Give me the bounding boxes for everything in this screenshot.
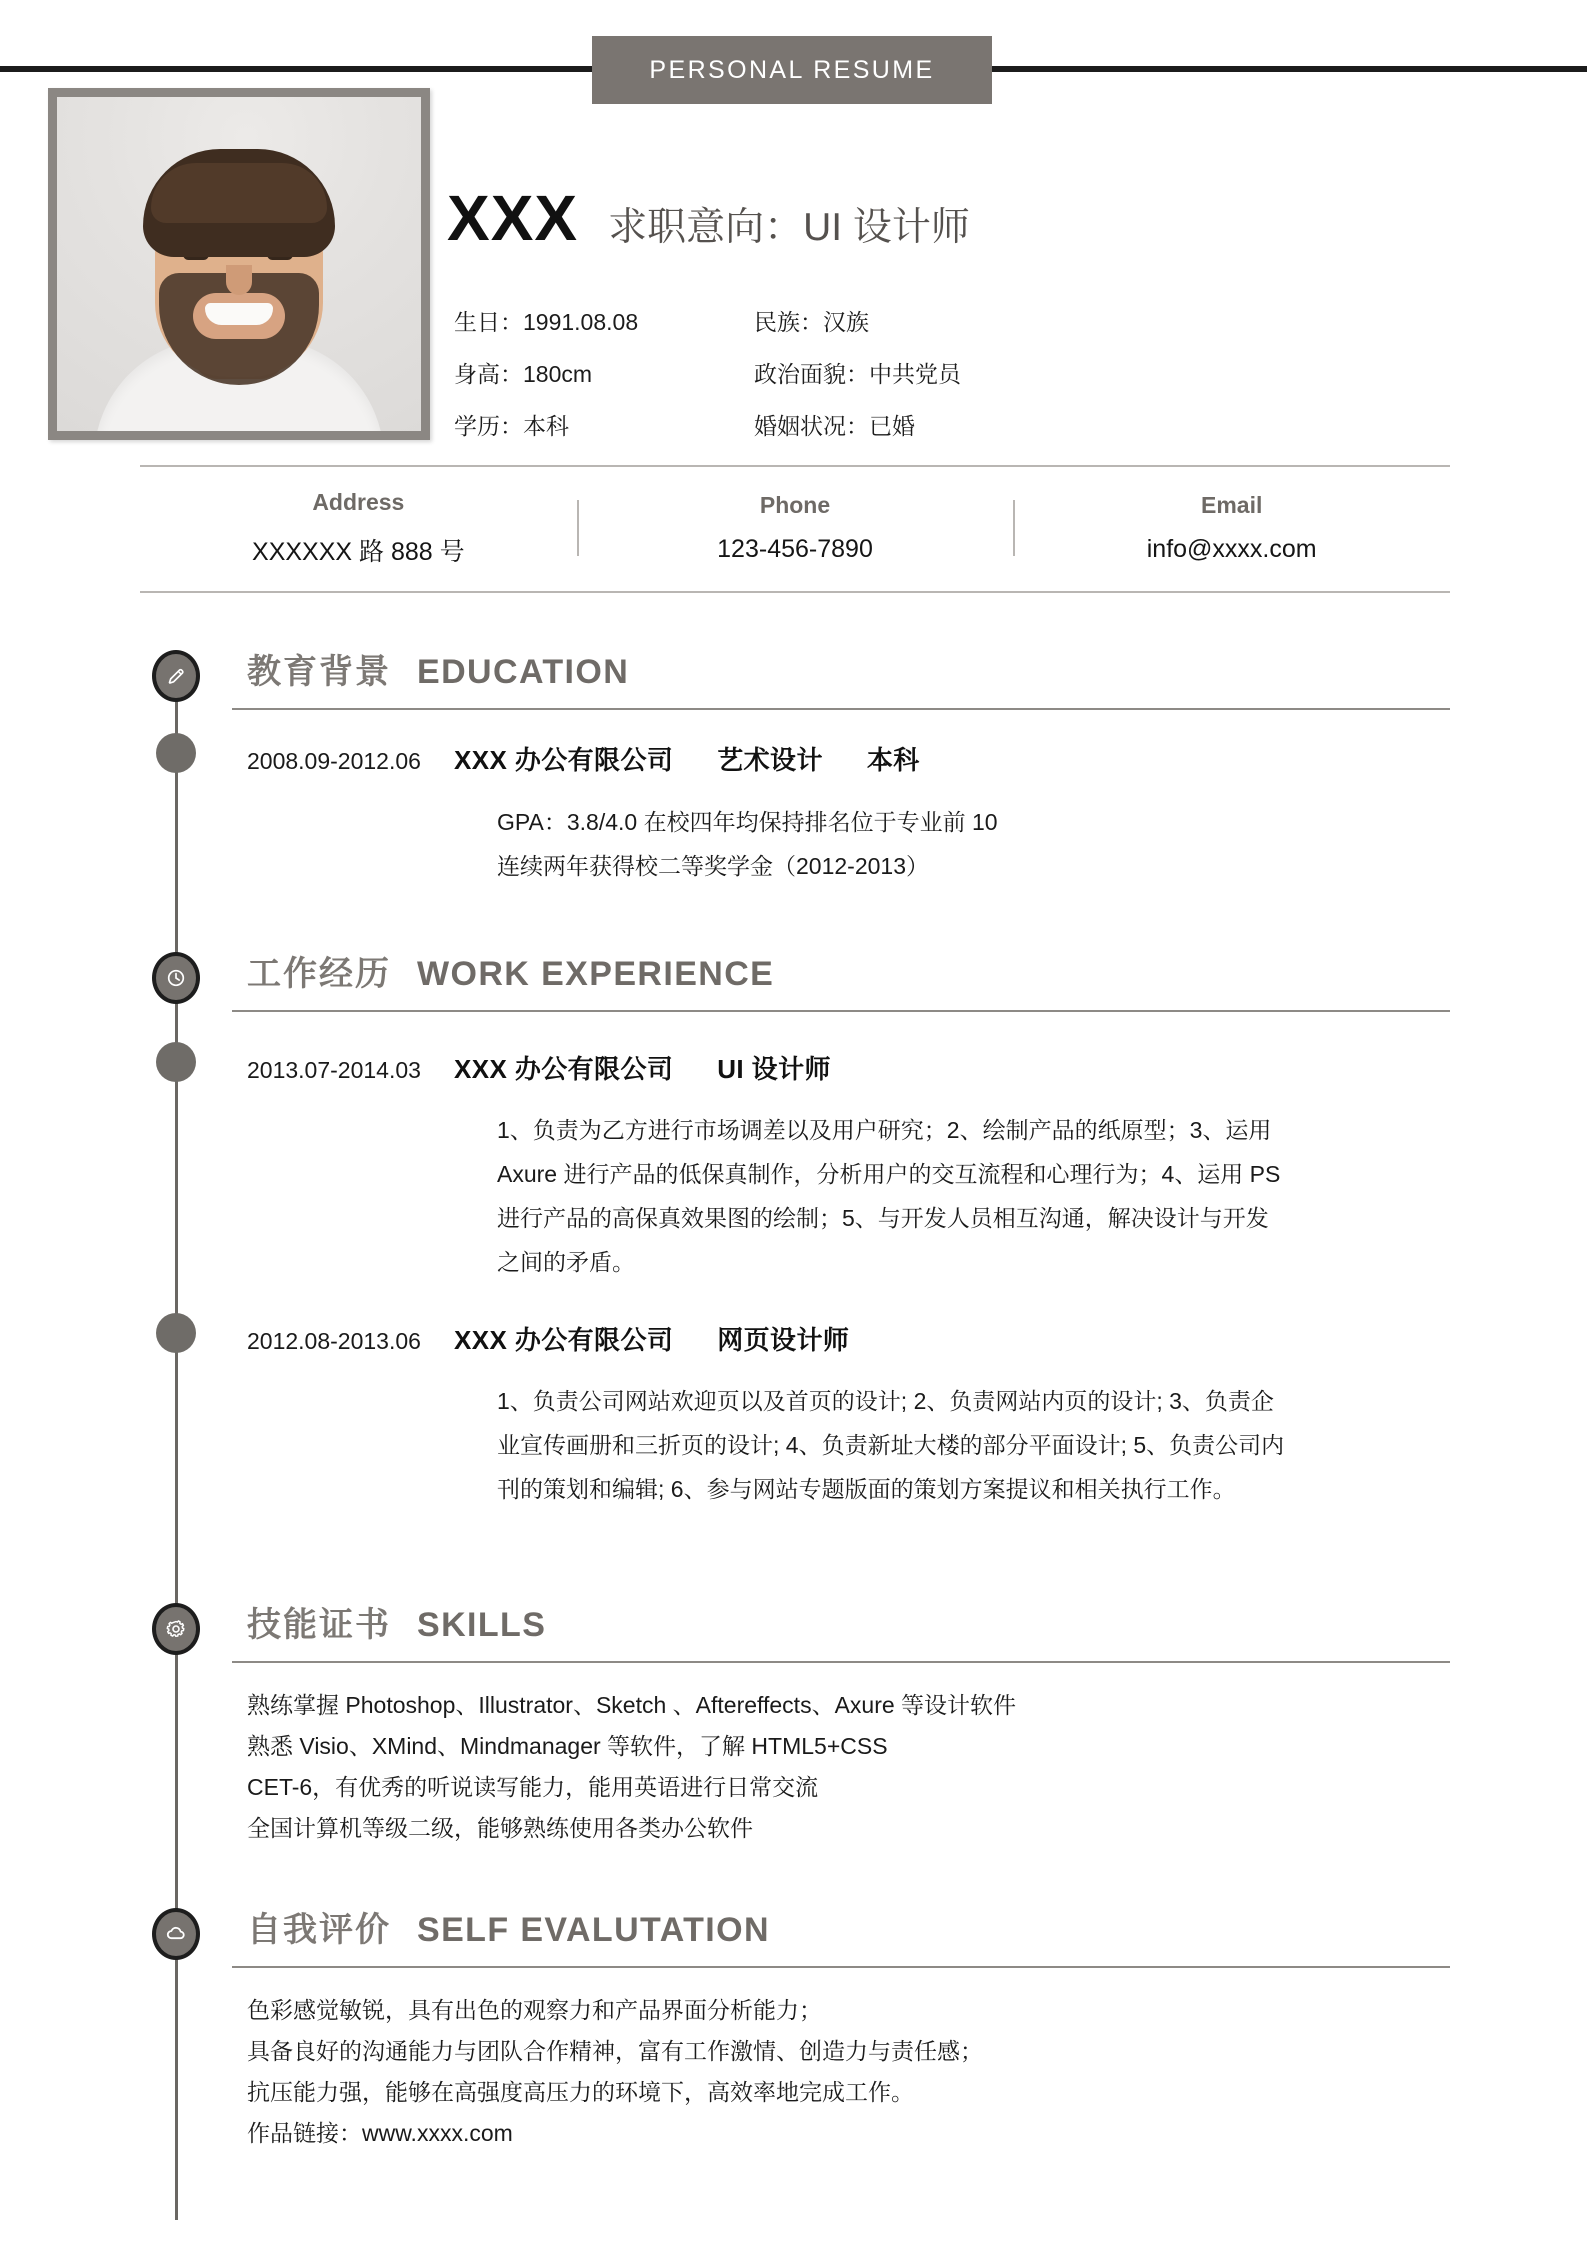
section-skills-title-en: SKILLS [417, 1606, 547, 1644]
portrait-hair [143, 149, 335, 257]
skills-line-4: 全国计算机等级二级，能够熟练使用各类办公软件 [247, 1815, 753, 1841]
work-entry-1-body [497, 1108, 1280, 1284]
self-line-1: 色彩感觉敏锐，具有出色的观察力和产品界面分析能力； [247, 1997, 822, 2023]
section-self-title-cn: 自我评价 [247, 1911, 391, 1949]
contact-address-label: Address [312, 488, 405, 515]
bio-height: 身高：180cm [454, 361, 593, 387]
work-entry-1-line-4: 之间的矛盾。 [497, 1249, 635, 1275]
work-entry-1-role: UI 设计师 [717, 1054, 831, 1084]
section-skills-rule [232, 1661, 1450, 1663]
contact-email-label: Email [1200, 492, 1263, 518]
bio-birthday: 生日：1991.08.08 [454, 309, 639, 335]
contact-columns [140, 467, 1450, 589]
pencil-icon [152, 650, 200, 702]
work-entry-2-head [247, 1320, 849, 1357]
profile-photo [57, 97, 421, 431]
section-self-evaluation-title [247, 1902, 770, 1951]
section-work-title [247, 946, 774, 995]
self-line-4: 作品链接：www.xxxx.com [247, 2120, 513, 2146]
education-entry-1-line-1: GPA：3.8/4.0 在校四年均保持排名位于专业前 10 [497, 809, 998, 835]
education-entry-1-line-2: 连续两年获得校二等奖学金（2012-2013） [497, 853, 929, 879]
work-entry-2-body [497, 1379, 1284, 1511]
education-entry-1-degree: 本科 [866, 745, 920, 775]
contact-bottom-divider [140, 591, 1450, 593]
work-entry-2-line-2: 业宣传画册和三折页的设计; 4、负责新址大楼的部分平面设计; 5、负责公司内 [497, 1432, 1285, 1458]
candidate-name: XXX [447, 182, 579, 254]
skills-body [247, 1685, 1016, 1849]
contact-email-value: info@xxxx.com [1146, 535, 1317, 563]
section-education-title [247, 644, 629, 693]
self-evaluation-body [247, 1990, 983, 2154]
work-entry-1-line-1: 1、负责为乙方进行市场调差以及用户研究；2、绘制产品的纸原型；3、运用 [497, 1117, 1272, 1143]
self-line-3: 抗压能力强，能够在高强度高压力的环境下，高效率地完成工作。 [247, 2079, 914, 2105]
section-education-title-en: EDUCATION [417, 653, 630, 691]
timeline-spine [175, 680, 178, 2220]
work-entry-1-line-3: 进行产品的高保真效果图的绘制；5、与开发人员相互沟通，解决设计与开发 [497, 1205, 1269, 1231]
work-entry-2-line-1: 1、负责公司网站欢迎页以及首页的设计; 2、负责网站内页的设计; 3、负责企 [497, 1388, 1274, 1414]
education-entry-1-major: 艺术设计 [717, 745, 823, 775]
work-entry-2-org: XXX 办公有限公司 [454, 1325, 674, 1355]
section-self-evaluation-rule [232, 1966, 1450, 1968]
section-self-title-en: SELF EVALUTATION [417, 1911, 770, 1949]
work-entry-1-date: 2013.07-2014.03 [247, 1057, 421, 1083]
banner-chip [592, 36, 992, 104]
name-row [447, 182, 970, 254]
contact-phone-label: Phone [759, 492, 831, 518]
clock-icon [152, 952, 200, 1004]
profile-photo-frame [48, 88, 430, 440]
gear-icon [152, 1603, 200, 1655]
work-entry-1-line-2: Axure 进行产品的低保真制作，分析用户的交互流程和心理行为；4、运用 PS [497, 1161, 1281, 1187]
education-entry-1-org: XXX 办公有限公司 [454, 745, 674, 775]
skills-line-1: 熟练掌握 Photoshop、Illustrator、Sketch 、Aftereffects、Axure 等设计软件 [247, 1692, 1017, 1718]
contact-address [140, 489, 577, 568]
work-entry-2-date: 2012.08-2013.06 [247, 1328, 421, 1354]
bio-grid [454, 304, 1074, 441]
portrait-nose [226, 265, 252, 295]
education-entry-1-head [247, 740, 920, 777]
work-entry-1-head [247, 1049, 831, 1086]
job-objective: 求职意向：UI 设计师 [608, 206, 970, 249]
work-entry-2-role: 网页设计师 [717, 1325, 850, 1355]
portrait-teeth [205, 303, 273, 325]
timeline-dot-education-1 [156, 733, 196, 773]
bio-education-level: 学历：本科 [454, 413, 569, 439]
timeline-dot-work-2 [156, 1313, 196, 1353]
section-skills-title [247, 1597, 546, 1646]
self-line-2: 具备良好的沟通能力与团队合作精神，富有工作激情、创造力与责任感； [247, 2038, 983, 2064]
work-entry-1-org: XXX 办公有限公司 [454, 1054, 674, 1084]
education-entry-1-date: 2008.09-2012.06 [247, 748, 421, 774]
section-education-title-cn: 教育背景 [247, 653, 391, 691]
section-work-title-en: WORK EXPERIENCE [417, 955, 775, 993]
contact-phone-value: 123-456-7890 [717, 535, 873, 563]
contact-phone [577, 492, 1014, 564]
work-entry-2-line-3: 刊的策划和编辑; 6、参与网站专题版面的策划方案提议和相关执行工作。 [497, 1476, 1236, 1502]
timeline-dot-work-1 [156, 1042, 196, 1082]
skills-line-2: 熟悉 Visio、XMind、Mindmanager 等软件，了解 HTML5+CSS [247, 1733, 888, 1759]
skills-line-3: CET-6，有优秀的听说读写能力，能用英语进行日常交流 [247, 1774, 819, 1800]
bio-political-status: 政治面貌：中共党员 [754, 361, 961, 387]
section-work-title-cn: 工作经历 [247, 955, 391, 993]
section-education-rule [232, 708, 1450, 710]
portrait-illustration [57, 97, 421, 431]
bio-marital-status: 婚姻状况：已婚 [754, 413, 915, 439]
contact-address-value: XXXXXX 路 888 号 [252, 537, 465, 566]
cloud-icon [152, 1908, 200, 1960]
section-work-rule [232, 1010, 1450, 1012]
banner-title: PERSONAL RESUME [649, 55, 935, 84]
contact-strip [140, 465, 1450, 593]
contact-email [1013, 492, 1450, 564]
bio-ethnicity: 民族：汉族 [754, 309, 869, 335]
section-skills-title-cn: 技能证书 [247, 1606, 391, 1644]
education-entry-1-body [497, 800, 998, 888]
